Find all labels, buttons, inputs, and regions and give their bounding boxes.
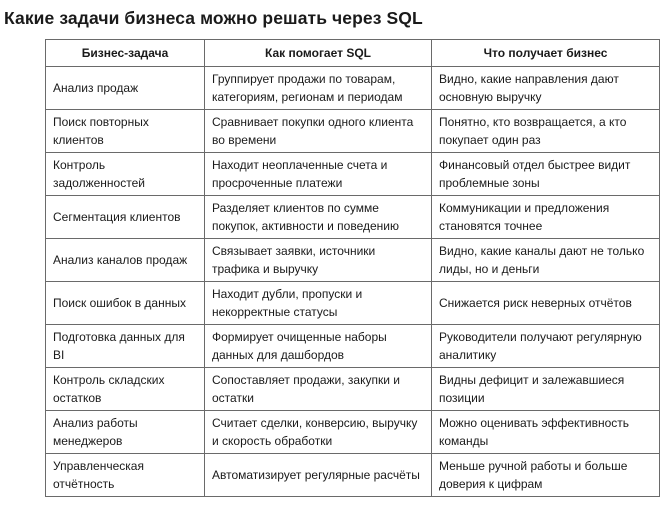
task-cell: Анализ каналов продаж — [46, 239, 205, 282]
task-cell: Поиск ошибок в данных — [46, 282, 205, 325]
task-cell: Анализ продаж — [46, 67, 205, 110]
column-header-business-gain: Что получает бизнес — [432, 40, 660, 67]
column-header-sql-help: Как помогает SQL — [205, 40, 432, 67]
task-cell: Сегментация клиентов — [46, 196, 205, 239]
table-row — [46, 368, 660, 411]
table-row — [46, 196, 660, 239]
task-cell: Анализ работы менеджеров — [46, 411, 205, 454]
table-row — [46, 325, 660, 368]
sql-help-cell: Связывает заявки, источники трафика и выручку — [205, 239, 432, 282]
table-row — [46, 67, 660, 110]
sql-help-cell: Автоматизирует регулярные расчёты — [205, 454, 432, 497]
table-row — [46, 110, 660, 153]
sql-help-cell: Находит дубли, пропуски и некорректные статусы — [205, 282, 432, 325]
sql-help-cell: Группирует продажи по товарам, категориям, регионам и периодам — [205, 67, 432, 110]
table-row — [46, 153, 660, 196]
sql-help-cell: Разделяет клиентов по сумме покупок, активности и поведению — [205, 196, 432, 239]
task-cell: Контроль задолженностей — [46, 153, 205, 196]
sql-help-cell: Сопоставляет продажи, закупки и остатки — [205, 368, 432, 411]
table-header-row — [46, 40, 660, 67]
business-gain-cell: Видны дефицит и залежавшиеся позиции — [432, 368, 660, 411]
business-gain-cell: Руководители получают регулярную аналитику — [432, 325, 660, 368]
business-gain-cell: Снижается риск неверных отчётов — [432, 282, 660, 325]
table-row — [46, 282, 660, 325]
sql-help-cell: Сравнивает покупки одного клиента во времени — [205, 110, 432, 153]
table-row — [46, 239, 660, 282]
business-gain-cell: Меньше ручной работы и больше доверия к цифрам — [432, 454, 660, 497]
task-cell: Подготовка данных для BI — [46, 325, 205, 368]
business-gain-cell: Коммуникации и предложения становятся точнее — [432, 196, 660, 239]
task-cell: Контроль складских остатков — [46, 368, 205, 411]
column-header-task: Бизнес-задача — [46, 40, 205, 67]
page-title: Какие задачи бизнеса можно решать через SQL — [4, 8, 423, 28]
table-row — [46, 411, 660, 454]
sql-help-cell: Формирует очищенные наборы данных для дашбордов — [205, 325, 432, 368]
sql-help-cell: Считает сделки, конверсию, выручку и скорость обработки — [205, 411, 432, 454]
sql-help-cell: Находит неоплаченные счета и просроченные платежи — [205, 153, 432, 196]
table-row — [46, 454, 660, 497]
task-cell: Управленческая отчётность — [46, 454, 205, 497]
business-tasks-table — [45, 39, 660, 497]
business-gain-cell: Понятно, кто возвращается, а кто покупает один раз — [432, 110, 660, 153]
business-gain-cell: Финансовый отдел быстрее видит проблемные зоны — [432, 153, 660, 196]
task-cell: Поиск повторных клиентов — [46, 110, 205, 153]
business-gain-cell: Видно, какие каналы дают не только лиды, но и деньги — [432, 239, 660, 282]
business-gain-cell: Видно, какие направления дают основную выручку — [432, 67, 660, 110]
business-gain-cell: Можно оценивать эффективность команды — [432, 411, 660, 454]
